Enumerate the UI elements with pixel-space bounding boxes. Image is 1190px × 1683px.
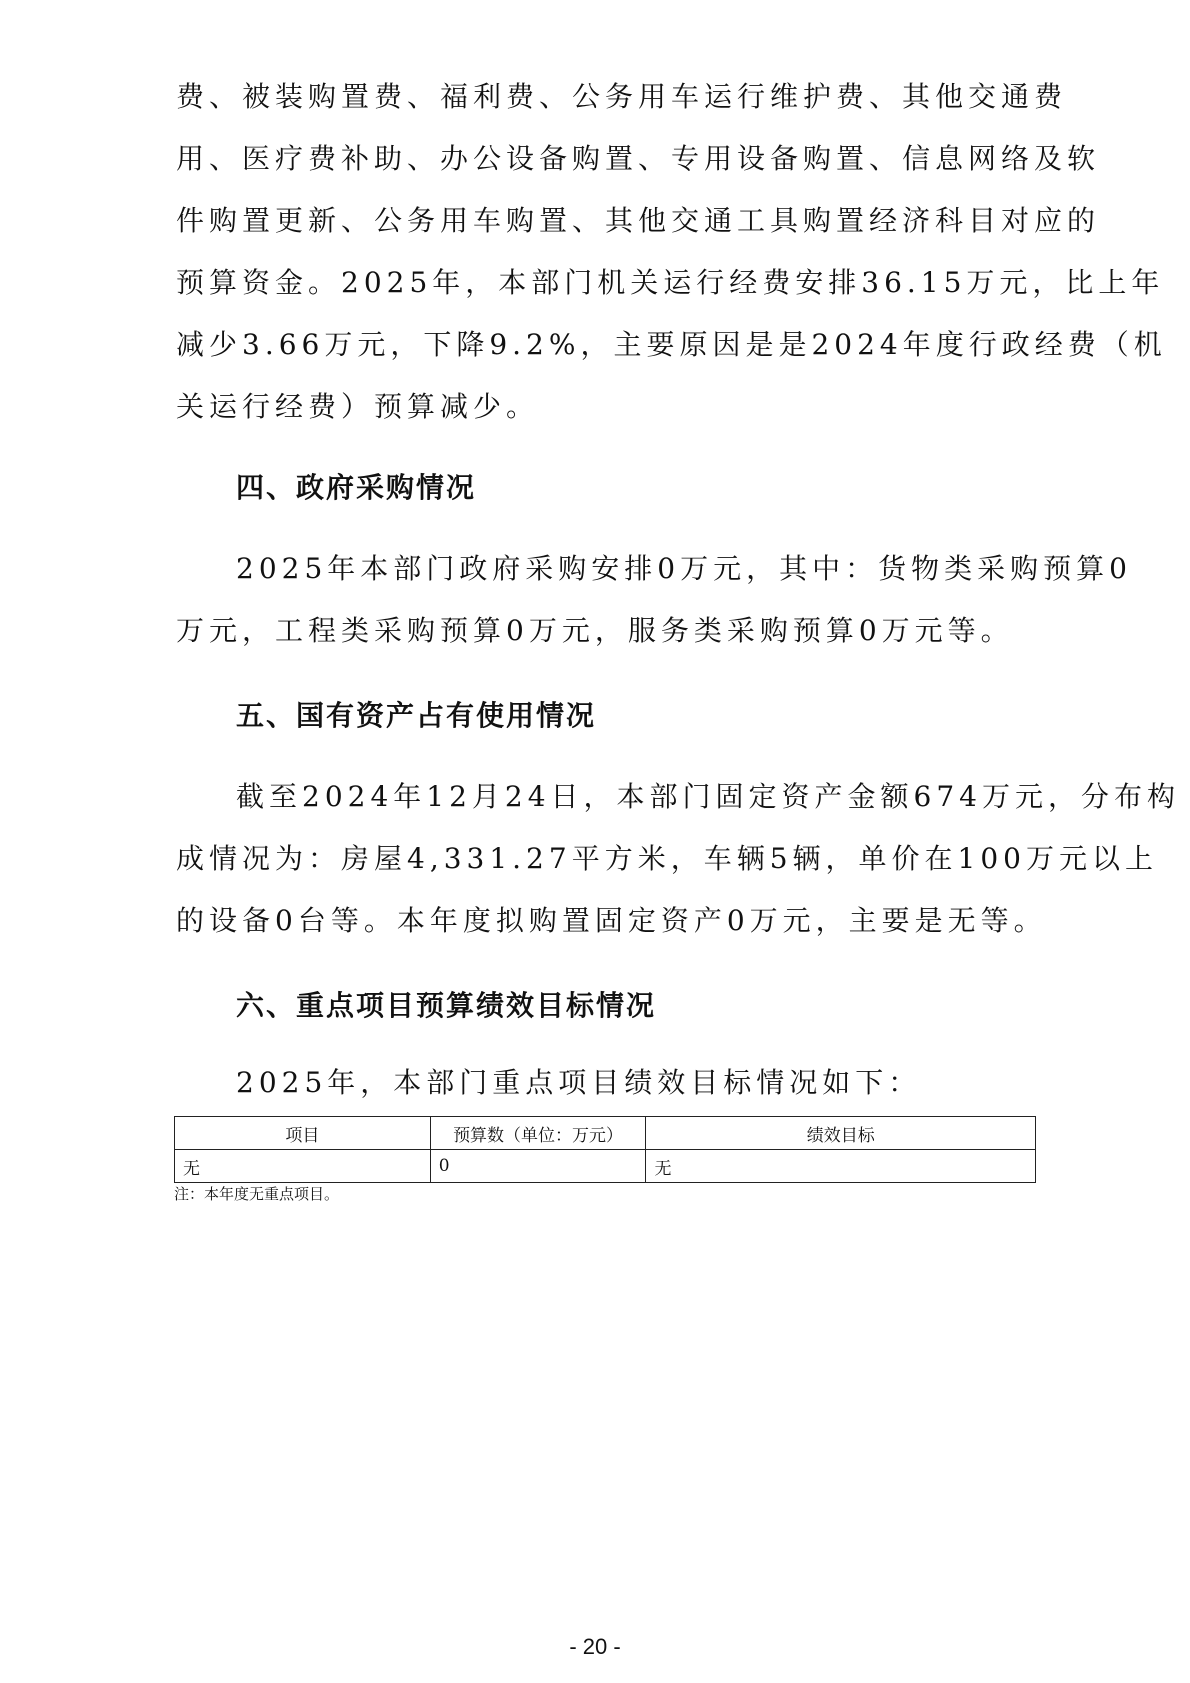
column-header-budget: 预算数（单位：万元） [430, 1117, 646, 1150]
table-header-row [175, 1117, 1036, 1150]
paragraph-line: 万元，工程类采购预算0万元，服务类采购预算0万元等。 [176, 614, 1014, 647]
column-header-performance-target: 绩效目标 [646, 1117, 1036, 1150]
table-note: 注：本年度无重点项目。 [174, 1185, 340, 1203]
cell-performance-target: 无 [646, 1150, 1036, 1183]
paragraph-line: 截至2024年12月24日，本部门固定资产金额674万元，分布构 [236, 780, 1180, 813]
section-heading-performance-targets: 六、重点项目预算绩效目标情况 [236, 989, 657, 1022]
paragraph-line: 预算资金。2025年，本部门机关运行经费安排36.15万元，比上年 [176, 266, 1165, 299]
section-heading-government-procurement: 四、政府采购情况 [236, 471, 477, 504]
paragraph-machine-operating-costs [176, 66, 1167, 438]
section-heading-state-assets: 五、国有资产占有使用情况 [236, 699, 597, 732]
paragraph-state-assets [176, 766, 1180, 952]
page-number: - 20 - [569, 1634, 621, 1659]
paragraph-line: 2025年，本部门重点项目绩效目标情况如下： [236, 1066, 922, 1099]
paragraph-line: 用、医疗费补助、办公设备购置、专用设备购置、信息网络及软 [176, 142, 1101, 175]
paragraph-performance-intro [176, 1052, 1034, 1114]
paragraph-line: 的设备0台等。本年度拟购置固定资产0万元，主要是无等。 [176, 904, 1047, 937]
paragraph-line: 2025年本部门政府采购安排0万元，其中：货物类采购预算0 [236, 552, 1132, 585]
paragraph-line: 成情况为：房屋4,331.27平方米，车辆5辆，单价在100万元以上 [176, 842, 1158, 875]
paragraph-line: 关运行经费）预算减少。 [176, 390, 540, 423]
column-header-project: 项目 [175, 1117, 431, 1150]
cell-project: 无 [175, 1150, 431, 1183]
paragraph-government-procurement [176, 538, 1132, 662]
performance-targets-table [174, 1116, 1036, 1183]
cell-budget: 0 [430, 1150, 646, 1183]
paragraph-line: 件购置更新、公务用车购置、其他交通工具购置经济科目对应的 [176, 204, 1101, 237]
paragraph-line: 减少3.66万元，下降9.2%，主要原因是是2024年度行政经费（机 [176, 328, 1167, 361]
paragraph-line: 费、被装购置费、福利费、公务用车运行维护费、其他交通费 [176, 80, 1068, 113]
table-row [175, 1150, 1036, 1183]
